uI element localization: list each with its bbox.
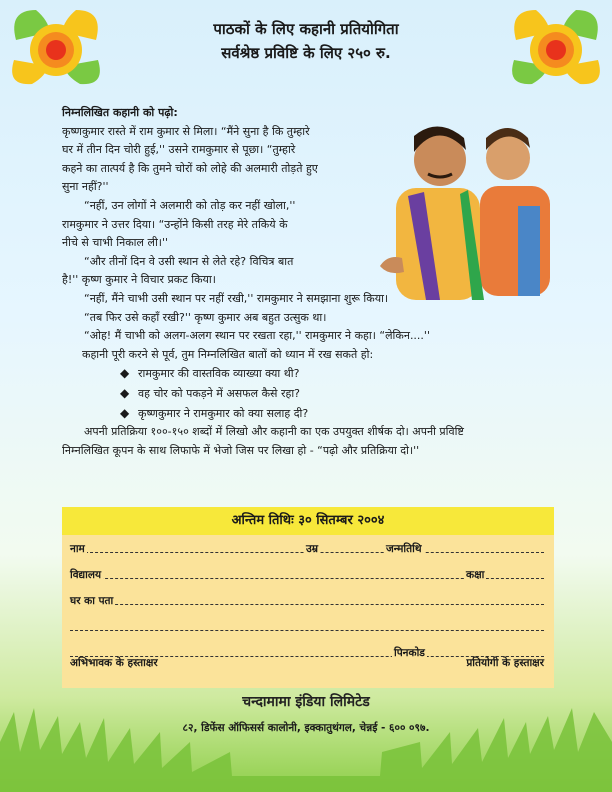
school-field[interactable]: विद्यालय xyxy=(70,569,102,581)
participant-signature[interactable]: प्रतियोगी के हस्ताक्षर xyxy=(466,657,544,669)
story-line: “तब फिर उसे कहाँ रखी?'' कृष्ण कुमार अब बहुत उत्सुक था। xyxy=(84,310,327,324)
list-item: ◆ वह चोर को पकड़ने में असफल कैसे रहा? xyxy=(120,384,562,404)
story-line: “नहीं, उन लोगों ने अलमारी को तोड़ कर नहीं खोला,'' xyxy=(84,198,296,212)
story-intro: निम्नलिखित कहानी को पढ़ो: xyxy=(62,106,178,119)
footer xyxy=(0,692,612,735)
pincode-field[interactable]: पिनकोड xyxy=(394,647,425,659)
story-line: है!'' कृष्ण कुमार ने विचार प्रकट किया। xyxy=(62,273,216,287)
diamond-bullet-icon: ◆ xyxy=(120,385,130,400)
story-line: रामकुमार ने उत्तर दिया। “उन्होंने किसी तरह मेरे तकिये के xyxy=(62,217,288,231)
story-line: “ओह! मैं चाभी को अलग-अलग स्थान पर रखता रहा,'' रामकुमार ने कहा। “लेकिन....'' xyxy=(84,329,430,343)
story-line: नीचे से चाभी निकाल ली।'' xyxy=(62,236,169,250)
diamond-bullet-icon: ◆ xyxy=(120,405,130,420)
instruction-line: निम्नलिखित कूपन के साथ लिफाफे में भेजो जिस पर लिखा हो - “पढ़ो और प्रतिक्रिया दो।'' xyxy=(62,443,420,457)
company-name: चन्दामामा इंडिया लिमिटेड xyxy=(242,694,370,710)
story-line: कृष्णकुमार रास्ते में राम कुमार से मिला। “मैंने सुना है कि तुम्हारे xyxy=(62,124,310,138)
dob-field[interactable]: जन्मतिथि xyxy=(386,543,422,555)
address-row xyxy=(62,587,554,613)
school-row xyxy=(62,561,554,587)
instruction-line: अपनी प्रतिक्रिया १००-१५० शब्दों में लिखो और कहानी का एक उपयुक्त शीर्षक दो। अपनी प्रविष्टि xyxy=(84,425,464,439)
guardian-signature[interactable]: अभिभावक के हस्ताक्षर xyxy=(70,657,158,669)
diamond-bullet-icon: ◆ xyxy=(120,366,130,381)
story-line: घर में तीन दिन चोरी हुई,'' उसने रामकुमार से पूछा। “तुम्हारे xyxy=(62,143,296,157)
story-line: कहने का तात्पर्य है कि तुमने चोरों को लोहे की अलमारी तोड़ते हुए xyxy=(62,161,318,175)
story-line: “नहीं, मैंने चाभी उसी स्थान पर नहीं रखी,'' रामकुमार ने समझाना शुरू किया। xyxy=(84,291,389,305)
prize-subtitle: सर्वश्रेष्ठ प्रविष्टि के लिए २५० रु. xyxy=(221,44,391,62)
class-field[interactable]: कक्षा xyxy=(466,569,485,581)
story-line: सुना नहीं?'' xyxy=(62,180,109,194)
page-title: पाठकों के लिए कहानी प्रतियोगिता xyxy=(213,20,399,38)
story-line: “और तीनों दिन वे उसी स्थान से लेते रहे? विचित्र बात xyxy=(84,254,294,268)
story-section xyxy=(62,104,562,460)
name-field[interactable]: नाम xyxy=(70,543,85,555)
address-row-2 xyxy=(62,613,554,639)
address-field[interactable]: घर का पता xyxy=(70,595,114,607)
header xyxy=(120,18,492,66)
age-field[interactable]: उम्र xyxy=(306,543,319,555)
deadline-banner: अन्तिम तिथिः ३० सितम्बर २००४ xyxy=(62,507,554,535)
flower-icon xyxy=(4,2,112,92)
flower-icon xyxy=(500,2,608,92)
name-row xyxy=(62,535,554,561)
list-item: ◆ कृष्णकुमार ने रामकुमार को क्या सलाह दी? xyxy=(120,404,562,424)
company-address: ८२, डिफेंस ऑफिसर्स कालोनी, इक्कातुथंगल, चेन्नई - ६०० ०९७. xyxy=(182,722,430,734)
list-item: ◆ रामकुमार की वास्तविक व्याख्या क्या थी? xyxy=(120,364,562,384)
story-line: कहानी पूरी करने से पूर्व, तुम निम्नलिखित बातों को ध्यान में रख सकते हो: xyxy=(82,347,374,361)
entry-coupon xyxy=(62,507,554,688)
question-list xyxy=(62,364,562,423)
